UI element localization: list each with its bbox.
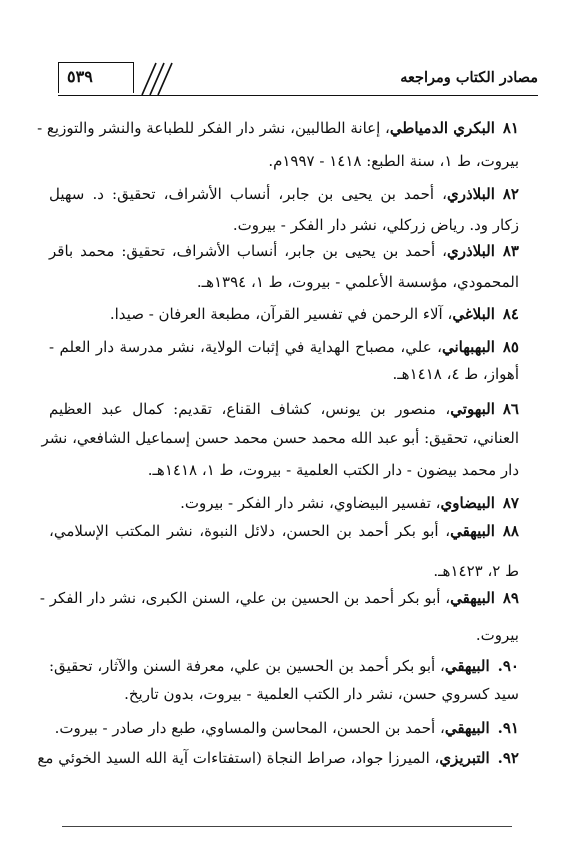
entry-text: ، أبو بكر أحمد بن الحسين بن علي، معرفة السنن والآثار، تحقيق: [49, 657, 445, 675]
bibliography-entry [49, 304, 519, 324]
bibliography-entry [49, 493, 519, 513]
entry-number: ٨٦ [502, 400, 519, 418]
page-number: ٥٣٩ [67, 67, 93, 86]
bibliography-entry [37, 748, 519, 768]
bibliography-entry-continuation: بيروت، ط ١، سنة الطبع: ١٤١٨ - ١٩٩٧م. [268, 152, 519, 170]
entry-text: ، علي، مصباح الهداية في إثبات الولاية، نشر مدرسة دار العلم - [49, 338, 442, 356]
bibliography-entry-continuation: دار محمد بيضون - دار الكتب العلمية - بيروت، ط ١، ١٤١٨هـ. [147, 461, 519, 479]
entry-text: ، أحمد بن يحيى بن جابر، أنساب الأشراف، تحقيق: محمد باقر [49, 242, 447, 260]
author-name: البلاغي [452, 305, 495, 323]
entry-number: ٨٧ [502, 494, 519, 512]
bibliography-entry [49, 399, 519, 419]
entry-number: ٨٨ [502, 522, 519, 540]
bibliography-entry-continuation: ط ٢، ١٤٢٣هـ. [433, 562, 519, 580]
entry-text: ، الميرزا جواد، صراط النجاة (استفتاءات آية الله السيد الخوئي مع [37, 749, 440, 767]
bibliography-entry-continuation: سيد كسروي حسن، نشر دار الكتب العلمية - بيروت، بدون تاريخ. [124, 685, 519, 703]
header-rule [58, 95, 538, 96]
author-name: البيهقي [450, 522, 495, 540]
entry-number: ٨٩ [502, 589, 519, 607]
author-name: البلاذري [446, 185, 495, 203]
page-number-box [58, 62, 134, 93]
entry-text: ، منصور بن يونس، كشاف القناع، تقديم: كمال عبد العظيم [49, 400, 451, 418]
header-slash-ornament [136, 62, 176, 96]
bibliography-entry-continuation: المحمودي، مؤسسة الأعلمي - بيروت، ط ١، ١٣٩٤هـ. [196, 273, 519, 291]
entry-text: ، أبو بكر أحمد بن الحسن، دلائل النبوة، نشر المكتب الإسلامي، [49, 522, 451, 540]
bibliography-entry-continuation: أهواز، ط ٤، ١٤١٨هـ. [392, 365, 519, 383]
bibliography-entry-continuation: بيروت. [475, 626, 519, 644]
entry-number: ٨٥ [502, 338, 519, 356]
author-name: البلاذري [446, 242, 495, 260]
author-name: البهبهاني [442, 338, 495, 356]
author-name: البهوتي [450, 400, 495, 418]
footer-rule [62, 826, 512, 827]
author-name: البيهقي [450, 589, 495, 607]
entry-text: ، آلاء الرحمن في تفسير القرآن، مطبعة العرفان - صيدا. [109, 305, 453, 323]
entry-text: ، تفسير البيضاوي، نشر دار الفكر - بيروت. [180, 494, 441, 512]
entry-number: ٩٠. [497, 657, 519, 675]
author-name: البيهقي [444, 719, 490, 737]
author-name: البكري الدمياطي [389, 119, 495, 137]
entry-text: ، أبو بكر أحمد بن الحسين بن علي، السنن الكبرى، نشر دار الفكر - [39, 589, 451, 607]
running-header-title: مصادر الكتاب ومراجعه [400, 69, 538, 86]
author-name: البيهقي [444, 657, 490, 675]
entry-number: ٨٢ [502, 185, 519, 203]
bibliography-entry [49, 656, 519, 676]
bibliography-entry [49, 184, 519, 204]
bibliography-entry [37, 118, 519, 138]
bibliography-entry [49, 521, 519, 541]
entry-number: ٨٣ [502, 242, 519, 260]
entry-number: ٨١ [502, 119, 519, 137]
author-name: التبريزي [439, 749, 490, 767]
bibliography-entry [49, 241, 519, 261]
entry-number: ٨٤ [502, 305, 519, 323]
entry-text: ، إعانة الطالبين، نشر دار الفكر للطباعة والنشر والتوزيع - [37, 119, 390, 137]
entry-number: ٩١. [497, 719, 519, 737]
entry-text: ، أحمد بن يحيى بن جابر، أنساب الأشراف، تحقيق: د. سهيل [49, 185, 447, 203]
entry-text: ، أحمد بن الحسن، المحاسن والمساوي، طبع دار صادر - بيروت. [54, 719, 445, 737]
bibliography-entry [49, 718, 519, 738]
entry-number: ٩٢. [497, 749, 519, 767]
author-name: البيضاوي [440, 494, 495, 512]
bibliography-entry [49, 337, 519, 357]
bibliography-entry-continuation: زكار ود. رياض زركلي، نشر دار الفكر - بيروت. [232, 216, 519, 234]
bibliography-entry-continuation: العناني، تحقيق: أبو عبد الله محمد حسن محمد حسن إسماعيل الشافعي، نشر [41, 429, 519, 447]
bibliography-entry [39, 588, 519, 608]
page-header [58, 58, 538, 98]
